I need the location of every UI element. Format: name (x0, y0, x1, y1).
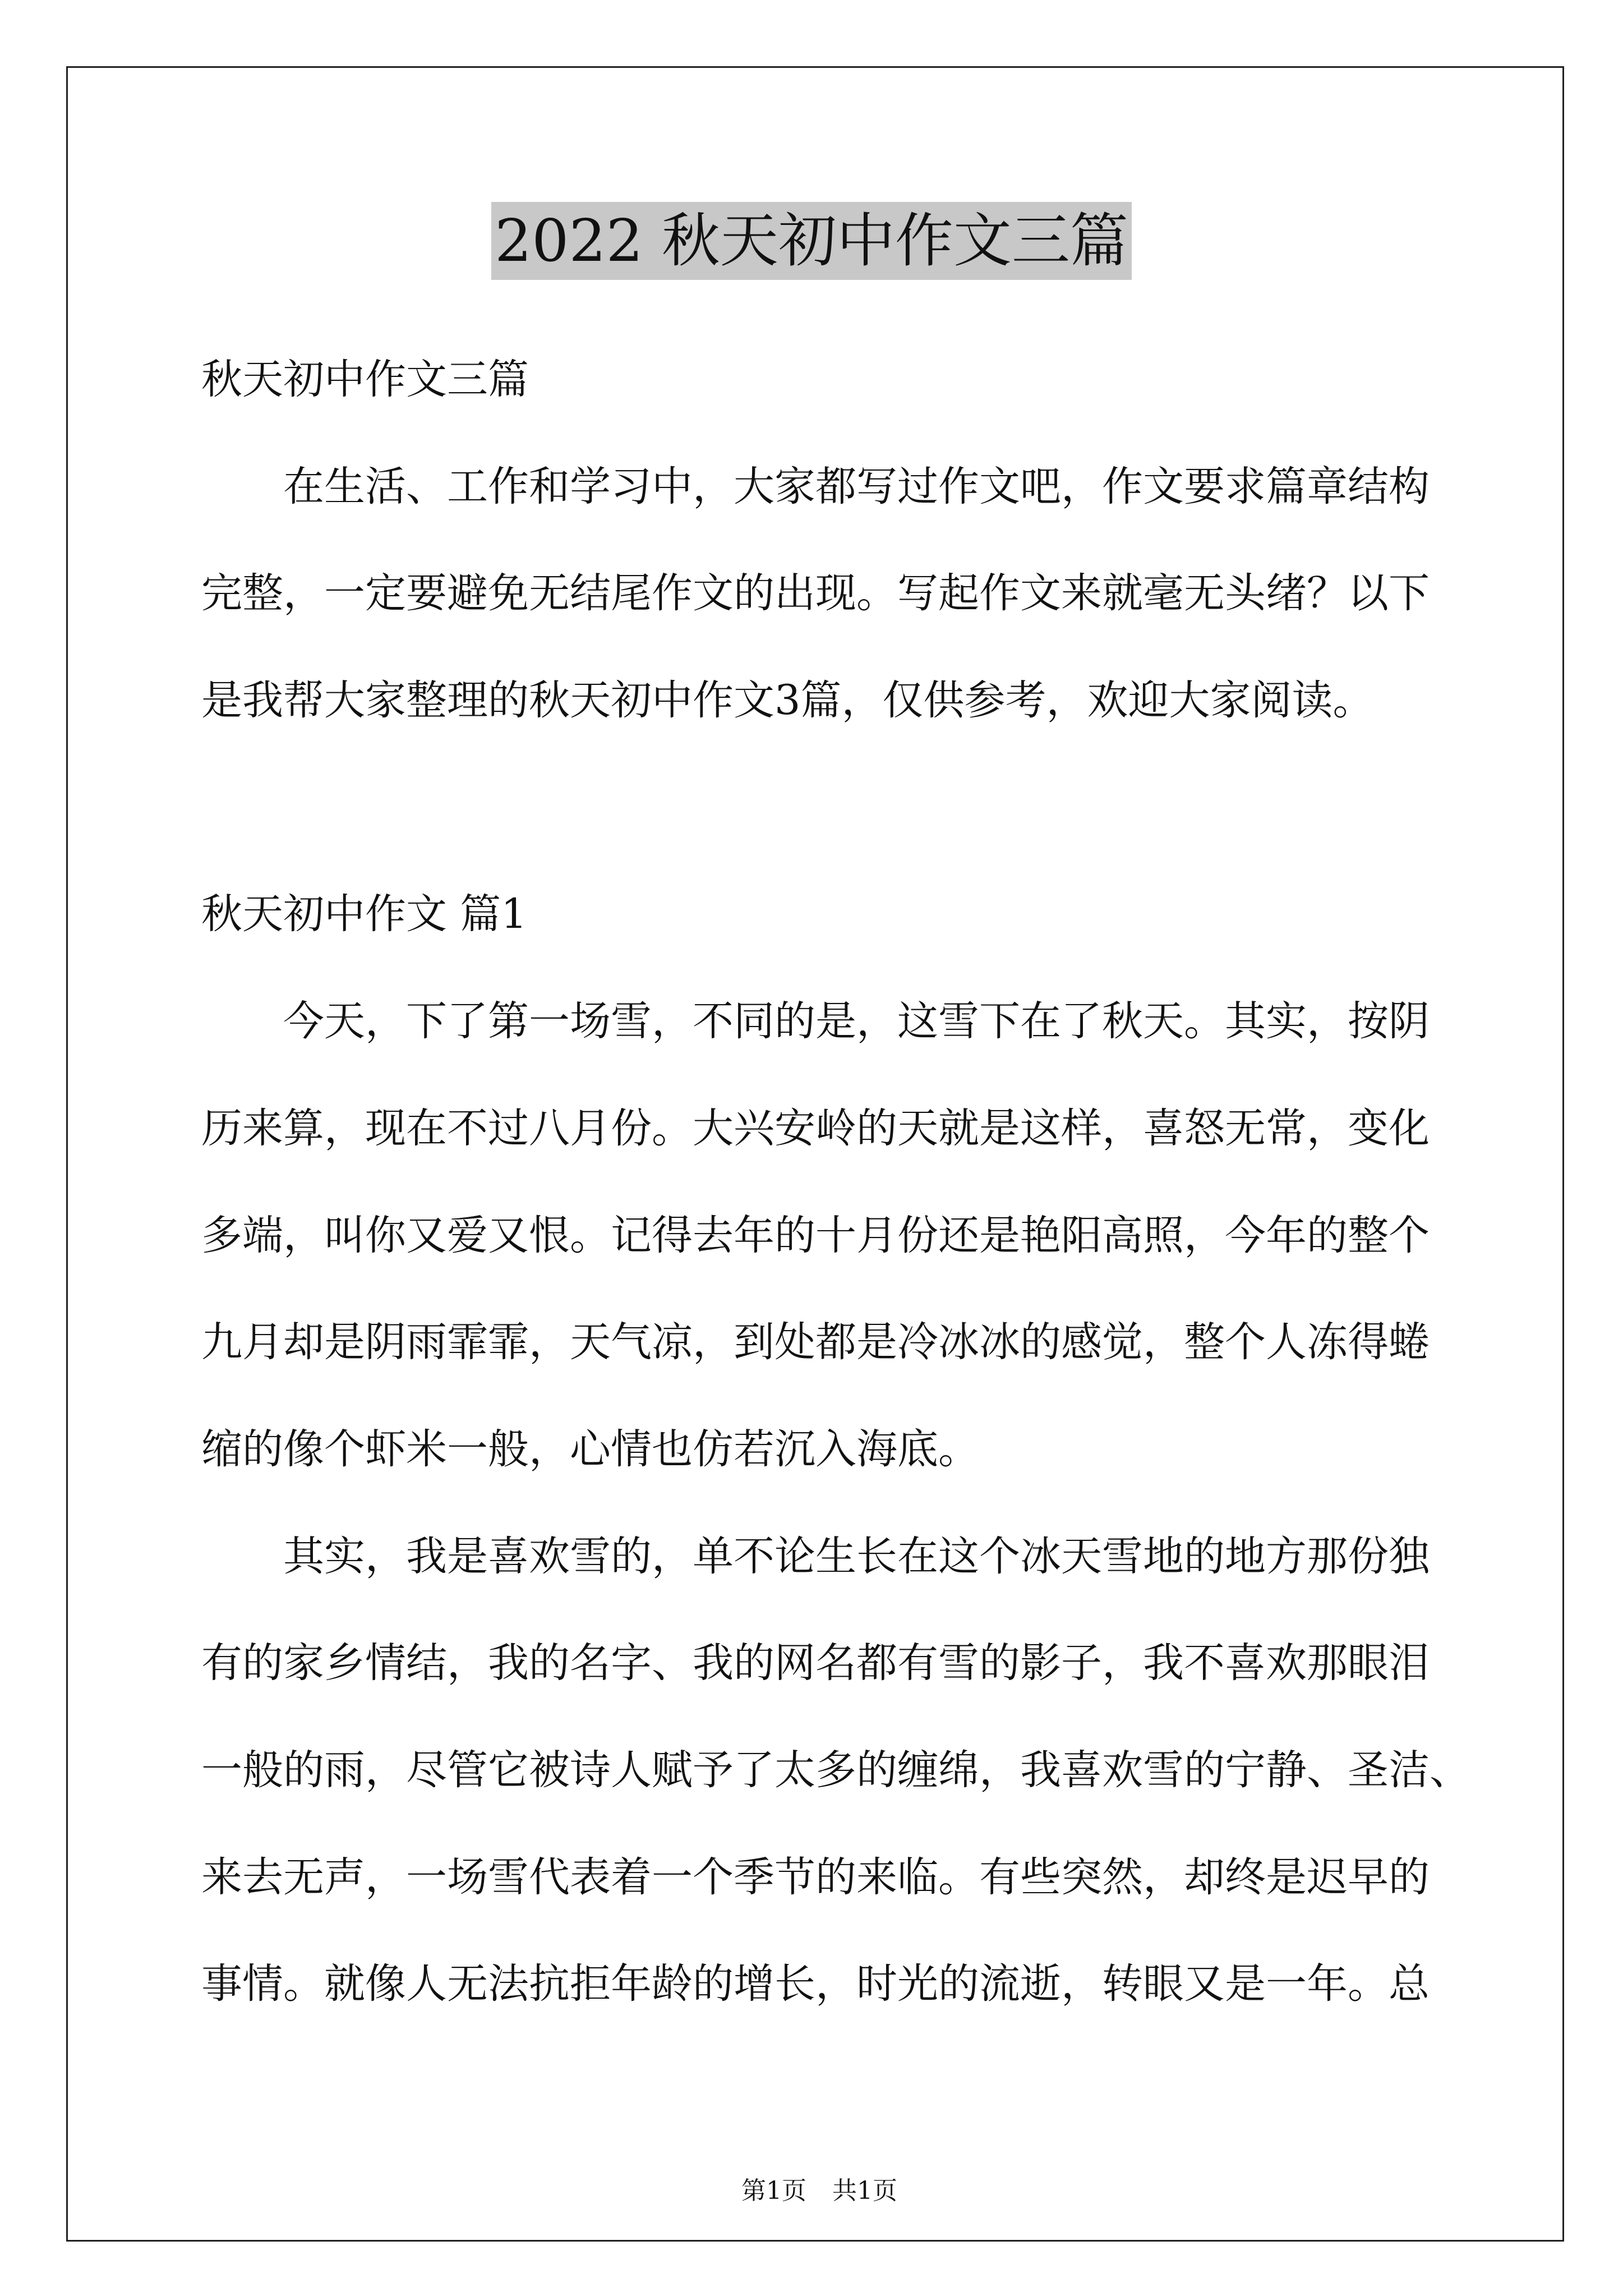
text-line: 完整，一定要避免无结尾作文的出现。写起作文来就毫无头绪？以下 (201, 569, 1430, 618)
blank-line (201, 754, 1491, 862)
text-line: 一般的雨，尽管它被诗人赋予了太多的缠绵，我喜欢雪的宁静、圣洁、 (201, 1746, 1470, 1794)
text-line: 历来算，现在不过八月份。大兴安岭的天就是这样，喜怒无常，变化 (201, 1104, 1430, 1152)
page-number-total: 共1页 (832, 2177, 897, 2205)
essay-section (201, 861, 1491, 2038)
text-line: 在生活、工作和学习中，大家都写过作文吧，作文要求篇章结构 (283, 462, 1430, 510)
document-title: 2022 秋天初中作文三篇 (491, 202, 1132, 280)
text-line: 九月却是阴雨霏霏，天气凉，到处都是冷冰冰的感觉，整个人冻得蜷 (201, 1318, 1430, 1366)
text-line: 多端，叫你又爱又恨。记得去年的十月份还是艳阳高照，今年的整个 (201, 1211, 1430, 1259)
text-line: 有的家乡情结，我的名字、我的网名都有雪的影子，我不喜欢那眼泪 (201, 1639, 1430, 1687)
document-subtitle: 秋天初中作文三篇 (201, 356, 529, 403)
document-body (201, 326, 1491, 2038)
section-paragraph (201, 1503, 1491, 2038)
intro-paragraph (201, 434, 1491, 754)
section-paragraph (201, 968, 1491, 1503)
text-line: 今天，下了第一场雪，不同的是，这雪下在了秋天。其实，按阴 (283, 997, 1430, 1046)
text-line: 来去无声，一场雪代表着一个季节的来临。有些突然，却终是迟早的 (201, 1853, 1430, 1901)
title-block (0, 202, 1623, 280)
text-line: 事情。就像人无法抗拒年龄的增长，时光的流逝，转眼又是一年。总 (201, 1960, 1430, 2008)
text-line: 缩的像个虾米一般，心情也仿若沉入海底。 (201, 1425, 979, 1473)
text-line: 是我帮大家整理的秋天初中作文3篇，仅供参考，欢迎大家阅读。 (201, 677, 1374, 725)
section-heading: 秋天初中作文 篇1 (201, 890, 527, 938)
text-line: 其实，我是喜欢雪的，单不论生长在这个冰天雪地的地方那份独 (283, 1532, 1430, 1580)
page-number-current: 第1页 (741, 2177, 806, 2205)
page-footer (0, 2141, 1623, 2205)
